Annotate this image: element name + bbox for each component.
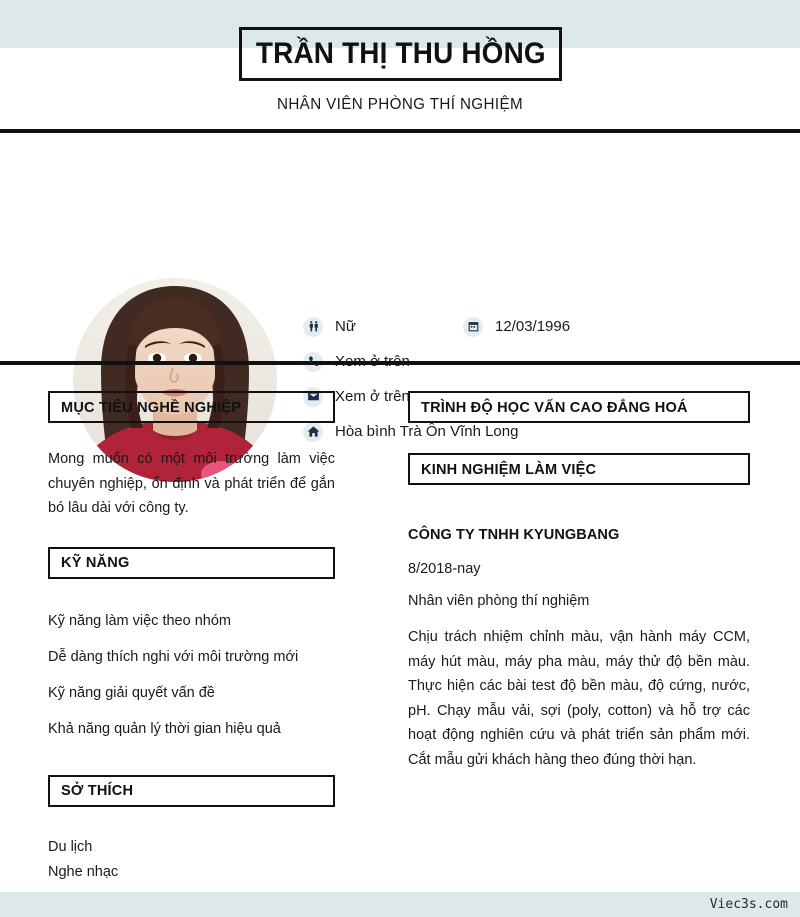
experience-role: Nhân viên phòng thí nghiệm [408, 593, 590, 609]
section-header-skills [48, 547, 335, 579]
experience-description: Chịu trách nhiệm chỉnh màu, vận hành máy CCM, máy hút màu, máy pha màu, máy thử độ bền màu. Thực hiện các bài test độ bền màu, độ cứng, nước, pH. Chạy mẫu vải, sợi (poly, cotton) và hỗ trợ các hoạt động nghiên cứu và phát triển sản phẩm mới. Cắt mẫu gửi khách hàng theo đúng thời hạn. [408, 629, 750, 768]
contact-item-gender [303, 317, 463, 337]
gender-icon [303, 317, 323, 337]
contact-row [303, 309, 773, 344]
contact-value-gender: Nữ [335, 318, 356, 335]
contact-item-birthdate [463, 317, 570, 337]
list-item: Kỹ năng làm việc theo nhóm [48, 612, 231, 629]
footer [0, 892, 800, 917]
section-header-interests [48, 775, 335, 807]
right-column [408, 391, 750, 772]
list-item: Nghe nhạc [48, 863, 119, 880]
footer-site-label: Viec3s.com [709, 897, 788, 912]
list-item: Kỹ năng giải quyết vấn đề [48, 684, 215, 701]
job-title-subheading: NHÂN VIÊN PHÒNG THÍ NGHIỆM [276, 96, 524, 113]
section-title-experience: KINH NGHIỆM LÀM VIỆC [421, 460, 597, 478]
section-header-experience [408, 453, 750, 485]
section-title-interests: SỞ THÍCH [61, 782, 134, 799]
section-title-education: TRÌNH ĐỘ HỌC VẤN CAO ĐẲNG HOÁ [421, 398, 688, 416]
section-title-skills: KỸ NĂNG [61, 554, 130, 571]
objective-text: Mong muốn có một môi trường làm việc chuyên nghiệp, ổn định và phát triển để gắn bó lâu dài với công ty. [48, 451, 335, 516]
section-header-objective [48, 391, 335, 423]
experience-period: 8/2018-nay [408, 561, 481, 577]
left-column [48, 391, 335, 885]
list-item: Khả năng quản lý thời gian hiệu quả [48, 720, 281, 737]
contact-value-birthdate: 12/03/1996 [495, 318, 571, 335]
contact-value-address: Hòa bình Trà Ôn Vĩnh Long [335, 423, 519, 440]
divider-middle [0, 361, 800, 365]
calendar-icon [463, 317, 483, 337]
contact-value-email: Xem ở trên [335, 388, 410, 405]
list-item: Du lịch [48, 838, 93, 855]
page-title: TRẦN THỊ THU HỒNG [255, 37, 546, 70]
experience-company: CÔNG TY TNHH KYUNGBANG [408, 527, 620, 543]
section-title-objective: MỤC TIÊU NGHỀ NGHIỆP [61, 398, 242, 416]
section-header-education [408, 391, 750, 423]
list-item: Dễ dàng thích nghi với môi trường mới [48, 648, 299, 665]
header [0, 0, 800, 131]
name-box [239, 27, 562, 81]
